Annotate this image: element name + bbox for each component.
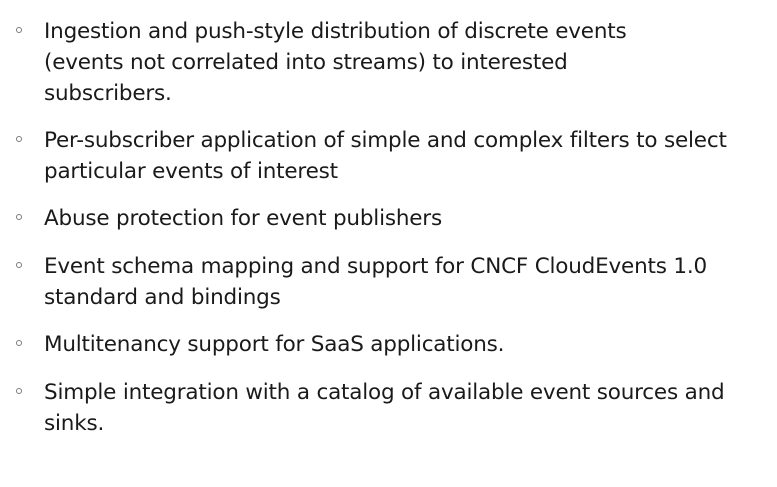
- list-item-text: Multitenancy support for SaaS applications.: [44, 332, 505, 357]
- list-item-text: Event schema mapping and support for CNCF CloudEvents 1.0 standard and bindings: [44, 254, 707, 310]
- list-item-text: Abuse protection for event publishers: [44, 206, 442, 231]
- hollow-circle-bullet-icon: [16, 262, 22, 268]
- list-item-text: Per-subscriber application of simple and complex filters to select particular events of interest: [44, 128, 727, 184]
- list-item-text: Ingestion and push-style distribution of discrete events (events not correlated into streams) to interested subscribers.: [44, 19, 627, 106]
- hollow-circle-bullet-icon: [16, 136, 22, 142]
- hollow-circle-bullet-icon: [16, 388, 22, 394]
- list-item-text: Simple integration with a catalog of available event sources and sinks.: [44, 380, 725, 436]
- hollow-circle-bullet-icon: [16, 340, 22, 346]
- hollow-circle-bullet-icon: [16, 214, 22, 220]
- hollow-circle-bullet-icon: [16, 27, 22, 33]
